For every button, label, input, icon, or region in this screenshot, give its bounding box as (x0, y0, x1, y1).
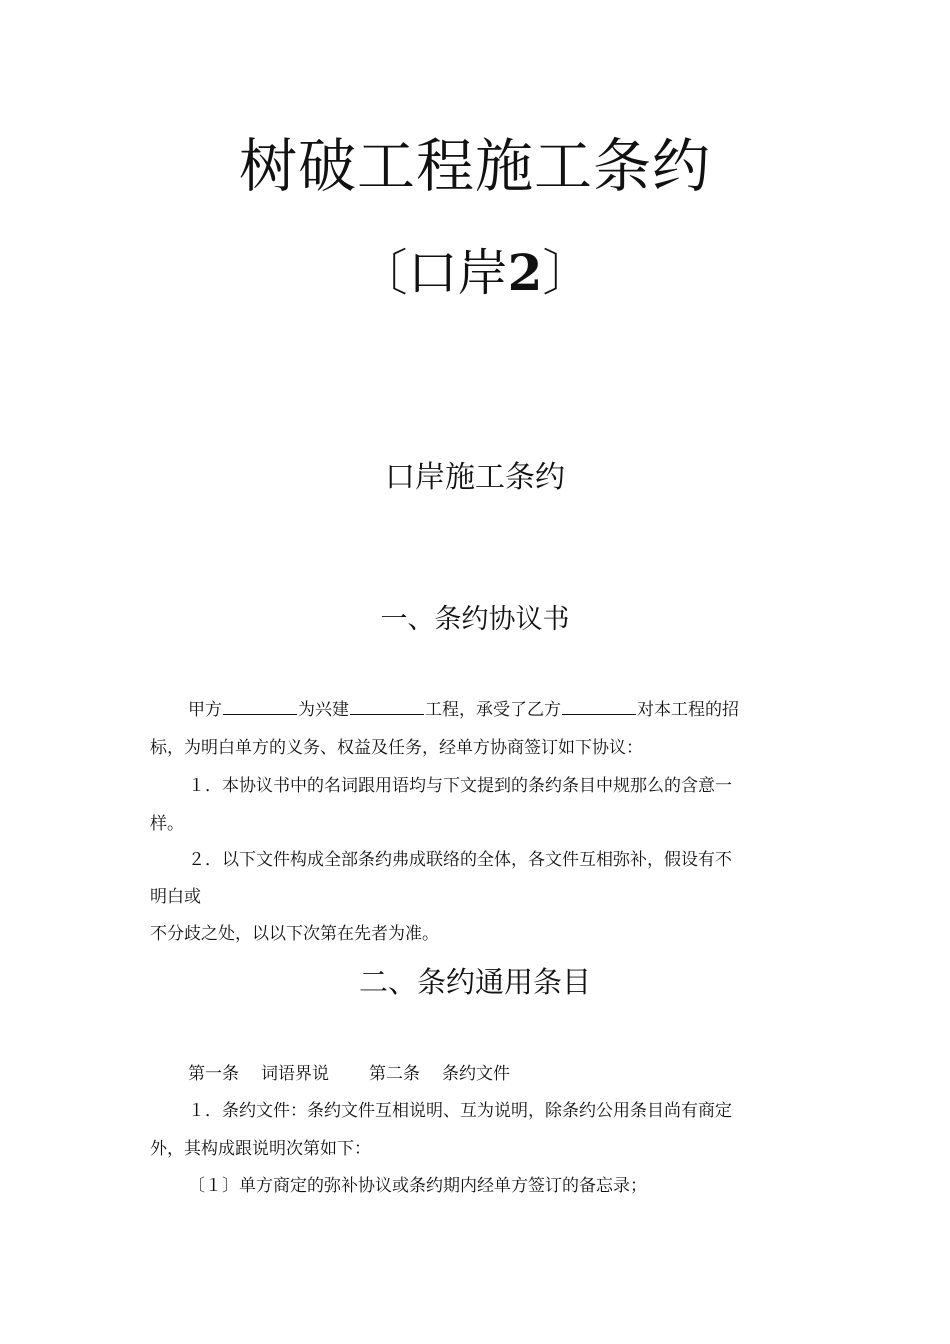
item-1-line-2: 样。 (150, 814, 184, 834)
general-item-1-line-1: １．条约文件：条约文件互相说明、互为说明，除条约公用条目尚有商定 (188, 1101, 732, 1121)
document-title: 树破工程施工条约 (238, 132, 711, 200)
item-2-line-1: ２．以下文件构成全部条约弗成联络的全体，各文件互相弥补，假设有不 (188, 850, 732, 870)
blank-line (223, 694, 297, 715)
paragraph-parties-cont: 标，为明白单方的义务、权益及任务，经单方协商签订如下协议： (150, 738, 643, 758)
subtitle-number: 2 (507, 243, 543, 302)
general-item-1-sub-1: 〔１〕单方商定的弥补协议或条约期内经单方签订的备忘录； (188, 1176, 647, 1196)
clause-headings (150, 1056, 840, 1092)
party-a-label: 甲方 (188, 700, 222, 720)
heading-agreement: 一、条约协议书 (380, 604, 570, 635)
paragraph-parties (150, 692, 840, 728)
clause-2-title: 条约文件 (442, 1064, 510, 1084)
general-item-1-line-2: 外，其构成跟说明次第如下： (150, 1139, 371, 1159)
item-2-line-2: 明白或 (150, 887, 201, 907)
item-2-line-3: 不分歧之处，以以下次第在先者为准。 (150, 924, 439, 944)
text-span: 为兴建 (298, 700, 349, 720)
subtitle-close: 〕 (542, 244, 593, 302)
text-span: 对本工程的招 (637, 700, 739, 720)
document-subtitle (0, 238, 950, 308)
clause-2-number: 第二条 (369, 1064, 420, 1084)
item-1-line-1: １．本协议书中的名词跟用语均与下文提到的条约条目中规那么的含意一 (188, 776, 732, 796)
subtitle-open: 〔口岸 (357, 244, 508, 302)
blank-line (562, 694, 636, 715)
section-title: 口岸施工条约 (385, 460, 565, 495)
clause-1-number: 第一条 (188, 1064, 239, 1084)
text-span: 工程，承受了乙方 (425, 700, 561, 720)
heading-general-terms: 二、条约通用条目 (358, 965, 591, 999)
blank-line (350, 694, 424, 715)
clause-1-title: 词语界说 (261, 1064, 329, 1084)
